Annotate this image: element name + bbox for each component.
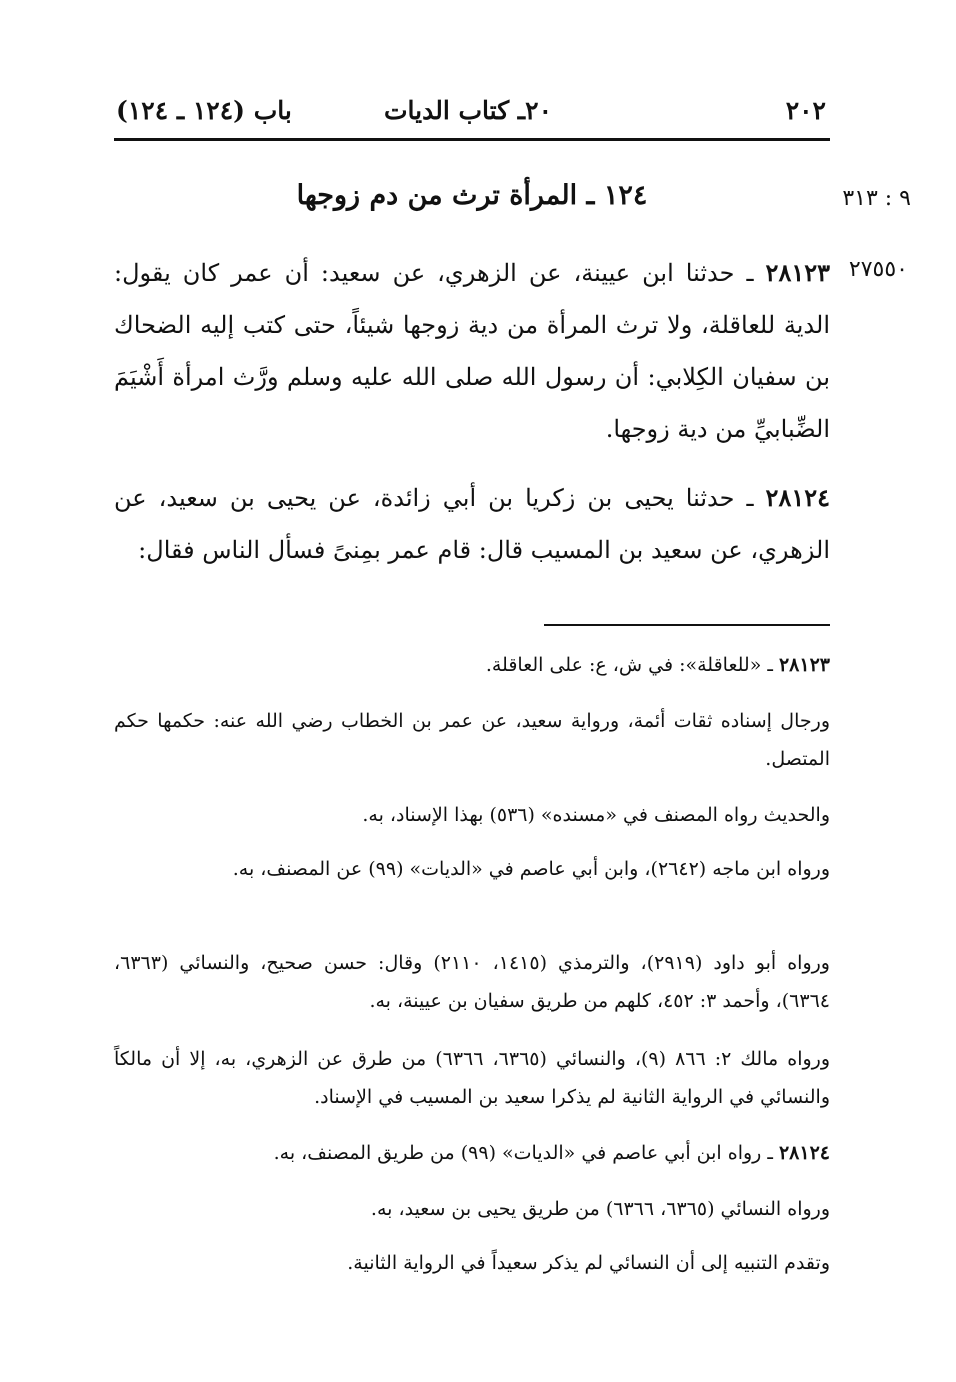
footnote-text: ـ «للعاقلة»: في ش، ع: على العاقلة.: [485, 654, 779, 676]
footnote-number: ٢٨١٢٣: [778, 654, 830, 676]
footnote-text: وتقدم التنبيه إلى أن النسائي لم يذكر سعيداً في الرواية الثانية.: [347, 1252, 830, 1274]
hadith-text: ـ حدثنا ابن عيينة، عن الزهري، عن سعيد: أن عمر كان يقول: الدية للعاقلة، ولا ترث المرأة من دية زوجها شيئاً، حتى كتب إليه الضحاك بن سفيان الكِلابي: أن رسول الله صلى الله عليه وسلم ورَّث امرأة أَشْيَمَ الضِّبابيِّ من دية زوجها.: [114, 259, 830, 443]
hadith-text: ـ حدثنا يحيى بن زكريا بن أبي زائدة، عن يحيى بن سعيد، عن الزهري، عن سعيد بن المسيب قال: قام عمر بمِنىً فسأل الناس فقال:: [114, 484, 830, 564]
footnote-divider: [544, 624, 830, 626]
footnote-text: ورواه مالك ٢: ٨٦٦ (٩)، والنسائي (٦٣٦٥، ٦٣٦٦) من طرق عن الزهري، به، إلا أن مالكاً والنسائي في الرواية الثانية لم يذكرا سعيد بن المسيب في الإسناد.: [114, 1048, 830, 1108]
footnote-text: ـ رواه ابن أبي عاصم في «الديات» (٩٩) من طريق المصنف، به.: [273, 1142, 779, 1164]
chapter-title: ١٢٤ ـ المرأة ترث من دم زوجها: [296, 180, 648, 211]
footnote-text: ورواه ابن ماجه (٢٦٤٢)، وابن أبي عاصم في «الديات» (٩٩) عن المصنف، به.: [232, 858, 830, 880]
footnote-number: ٢٨١٢٤: [778, 1142, 830, 1164]
page-number: ٢٠٢: [785, 96, 826, 125]
book-title: ٢٠ـ كتاب الديات: [384, 96, 552, 125]
hadith-number: ٢٨١٢٤: [765, 483, 830, 512]
footnote-text: ورجال إسناده ثقات أئمة، ورواية سعيد، عن عمر بن الخطاب رضي الله عنه: حكمها حكم المتصل.: [114, 710, 830, 770]
footnote: [114, 850, 830, 888]
footnote: [114, 1040, 830, 1116]
footnote: [114, 1244, 830, 1282]
footnote: [114, 944, 830, 1020]
footnote-text: ورواه النسائي (٦٣٦٥، ٦٣٦٦) من طريق يحيى بن سعيد، به.: [370, 1198, 830, 1220]
footnote: [114, 1134, 830, 1172]
hadith-paragraph: [114, 247, 830, 455]
margin-ref-volume: ٩ : ٣١٣: [842, 186, 911, 211]
margin-ref-hadith: ٢٧٥٥٠: [848, 257, 908, 282]
header-divider: [114, 138, 830, 141]
chapter-range: باب (١٢٤ ـ ١٢٤): [116, 96, 292, 125]
footnote: [114, 702, 830, 778]
footnote-text: ورواه أبو داود (٢٩١٩)، والترمذي (١٤١٥، ٢١١٠) وقال: حسن صحيح، والنسائي (٦٣٦٣، ٦٣٦٤)، وأحمد ٣: ٤٥٢، كلهم من طريق سفيان بن عيينة، به.: [114, 952, 830, 1012]
footnote-text: والحديث رواه المصنف في «مسنده» (٥٣٦) بهذا الإسناد، به.: [362, 804, 830, 826]
hadith-paragraph: [114, 472, 830, 576]
footnote: [114, 1190, 830, 1228]
hadith-number: ٢٨١٢٣: [765, 258, 830, 287]
footnote: [114, 796, 830, 834]
footnote: [114, 646, 830, 684]
